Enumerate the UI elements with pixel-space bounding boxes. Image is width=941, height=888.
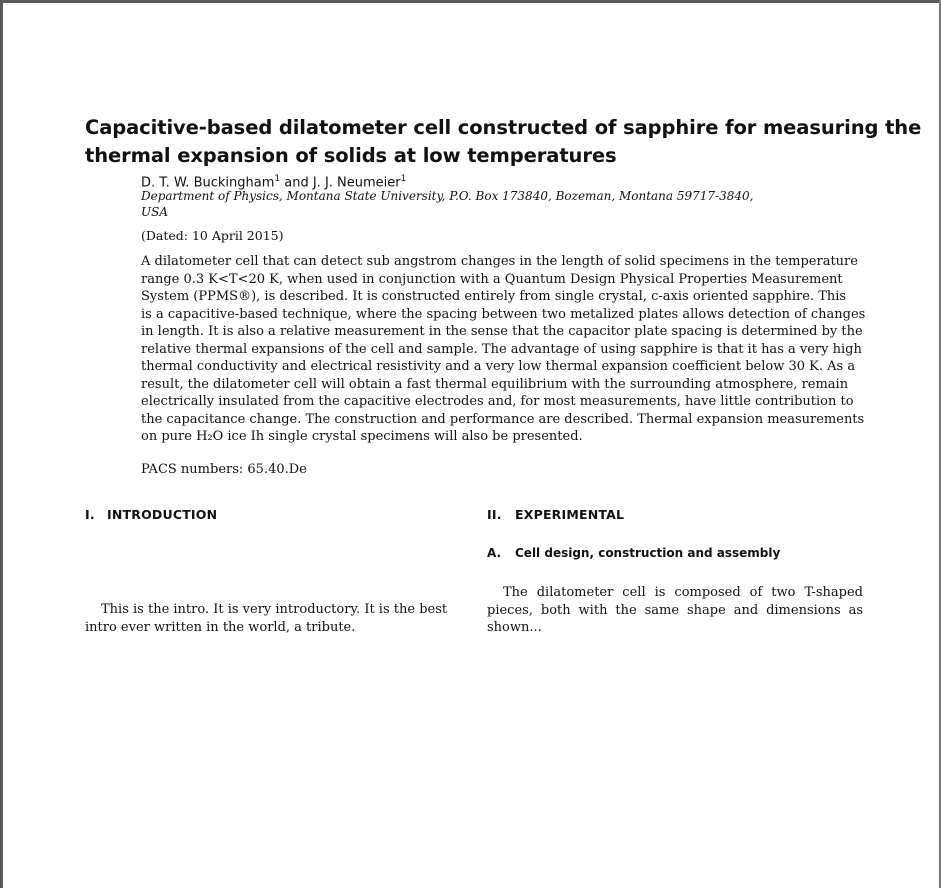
paper-title — [85, 114, 922, 170]
pacs-numbers: PACS numbers: 65.40.De — [141, 462, 307, 477]
abstract — [141, 253, 866, 446]
section-title: EXPERIMENTAL — [515, 507, 625, 522]
section-heading-experimental — [487, 507, 624, 523]
window-frame-left — [0, 0, 3, 888]
body-line: intro ever written in the world, a tribute. — [85, 619, 356, 635]
abstract-line: in length. It is also a relative measurement in the sense that the capacitor plate spacing is determined by the — [141, 324, 863, 339]
author-affil-mark: 1 — [274, 174, 281, 184]
body-line: The dilatometer cell is composed of two T-shaped — [503, 585, 863, 600]
author-name: J. J. Neumeier — [312, 175, 401, 191]
abstract-line: on pure H₂O ice Ih single crystal specimens will also be presented. — [141, 429, 583, 444]
affiliation-line: Department of Physics, Montana State University, P.O. Box 173840, Bozeman, Montana 59717-3840, — [141, 189, 754, 203]
experimental-body — [487, 584, 863, 637]
body-line: pieces, both with the same shape and dimensions as — [487, 602, 863, 618]
subsection-heading-cell-design — [487, 545, 780, 561]
author-affil-mark: 1 — [400, 174, 407, 184]
affiliation-line: USA — [141, 205, 168, 219]
body-line: shown... — [487, 620, 542, 635]
abstract-line: is a capacitive-based technique, where the spacing between two metalized plates allows detection of changes — [141, 306, 866, 322]
section-title: INTRODUCTION — [107, 507, 218, 522]
abstract-line: range 0.3 K<T<20 K, when used in conjunction with a Quantum Design Physical Properties Measurement — [141, 271, 843, 287]
window-frame-top — [0, 0, 941, 3]
subsection-number: A. — [487, 546, 502, 560]
section-number: II. — [487, 507, 502, 522]
abstract-line: relative thermal expansions of the cell and sample. The advantage of using sapphire is that it has a very high — [141, 341, 862, 357]
abstract-line: thermal conductivity and electrical resistivity and a very low thermal expansion coefficient below 30 K. As a — [141, 359, 856, 374]
date-line: (Dated: 10 April 2015) — [141, 228, 284, 243]
author-name: D. T. W. Buckingham — [141, 175, 275, 191]
section-number: I. — [85, 507, 95, 522]
abstract-line: System (PPMS®), is described. It is constructed entirely from single crystal, c-axis oriented sapphire. This — [141, 289, 847, 304]
abstract-line: the capacitance change. The construction and performance are described. Thermal expansion measurements — [141, 411, 865, 427]
title-line: thermal expansion of solids at low temperatures — [85, 144, 617, 167]
section-heading-introduction — [85, 507, 217, 523]
body-line: This is the intro. It is very introductory. It is the best — [101, 602, 448, 617]
affiliation — [141, 188, 801, 220]
author-connector: and — [280, 175, 313, 191]
abstract-line: result, the dilatometer cell will obtain a fast thermal equilibrium with the surrounding atmosphere, remain — [141, 376, 849, 392]
introduction-body — [85, 601, 461, 636]
subsection-title: Cell design, construction and assembly — [515, 546, 781, 560]
abstract-line: electrically insulated from the capacitive electrodes and, for most measurements, have little contribution to — [141, 394, 854, 409]
title-line: Capacitive-based dilatometer cell constructed of sapphire for measuring the — [85, 116, 922, 139]
abstract-line: A dilatometer cell that can detect sub angstrom changes in the length of solid specimens in the temperature — [141, 254, 858, 269]
